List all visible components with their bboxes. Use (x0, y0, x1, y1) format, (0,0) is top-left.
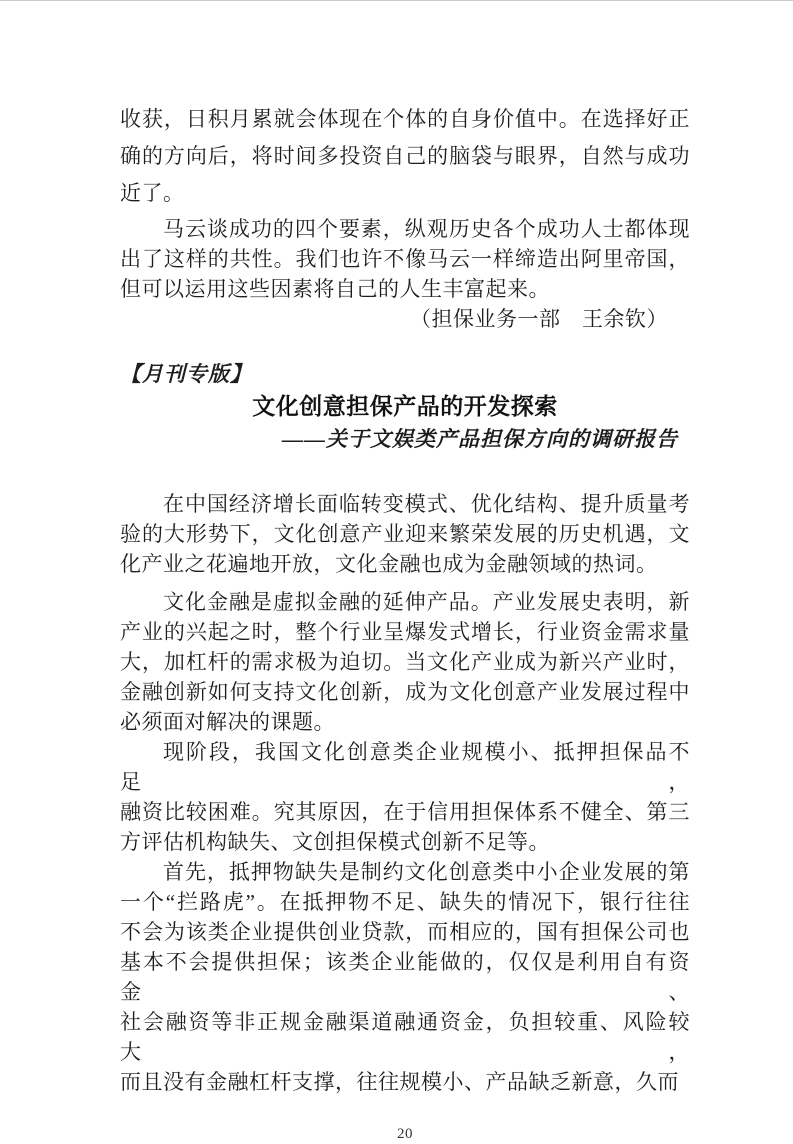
text-line: 验的大形势下，文化创意产业迎来繁荣发展的历史机遇，文 (120, 522, 690, 546)
intro-paragraph-1 (120, 101, 690, 212)
text-line: 近了。 (120, 181, 185, 205)
text-line: 出了这样的共性。我们也许不像马云一样缔造出阿里帝国， (120, 247, 690, 271)
text-line: 马云谈成功的四个要素，纵观历史各个成功人士都体现 (163, 217, 690, 241)
text-line: 但可以运用这些因素将自己的人生丰富起来。 (120, 277, 550, 301)
text-line: 现阶段，我国文化创意类企业规模小、抵押担保品不足， (120, 740, 690, 794)
page-number: 20 (397, 1126, 413, 1142)
body-paragraph (120, 857, 690, 1097)
text-line: 确的方向后，将时间多投资自己的脑袋与眼界，自然与成功 (120, 144, 690, 168)
text-line: 文化金融是虚拟金融的延伸产品。产业发展史表明，新 (163, 590, 690, 614)
text-line: 金融创新如何支持文化创新，成为文化创意产业发展过程中 (120, 680, 690, 704)
body-paragraph (120, 489, 690, 579)
text-line: 必须面对解决的课题。 (120, 710, 335, 734)
text-line: 产业的兴起之时，整个行业呈爆发式增长，行业资金需求量 (120, 620, 690, 644)
article-title: 文化创意担保产品的开发探索 (252, 393, 558, 419)
text-line: 而且没有金融杠杆支撑，往往规模小、产品缺乏新意，久而 (120, 1070, 679, 1094)
text-line: 在中国经济增长面临转变模式、优化结构、提升质量考 (163, 492, 690, 516)
text-line: 不会为该类企业提供创业贷款，而相应的，国有担保公司也 (120, 920, 690, 944)
text-line: 融资比较困难。究其原因，在于信用担保体系不健全、第三 (120, 800, 690, 824)
text-line: 化产业之花遍地开放，文化金融也成为金融领域的热词。 (120, 552, 658, 576)
section-label: 【月刊专版】 (120, 362, 252, 386)
text-line: 大，加杠杆的需求极为迫切。当文化产业成为新兴产业时， (120, 650, 690, 674)
author-attribution: （担保业务一部 王余钦） (410, 307, 668, 331)
text-line: 社会融资等非正规金融渠道融通资金，负担较重、风险较大， (120, 1010, 690, 1064)
intro-paragraph-2 (120, 214, 690, 304)
text-line: 基本不会提供担保；该类企业能做的，仅仅是利用自有资金、 (120, 950, 690, 1004)
body-paragraph (120, 737, 690, 857)
article-body (120, 489, 690, 1097)
page-content (0, 1, 793, 1144)
text-line: 收获，日积月累就会体现在个体的自身价值中。在选择好正 (120, 107, 690, 131)
article-subtitle: ——关于文娱类产品担保方向的调研报告 (282, 427, 678, 451)
body-paragraph (120, 587, 690, 737)
text-line: 一个“拦路虎”。在抵押物不足、缺失的情况下，银行往往 (120, 890, 690, 914)
text-line: 方评估机构缺失、文创担保模式创新不足等。 (120, 830, 550, 854)
text-line: 首先，抵押物缺失是制约文化创意类中小企业发展的第 (163, 860, 690, 884)
